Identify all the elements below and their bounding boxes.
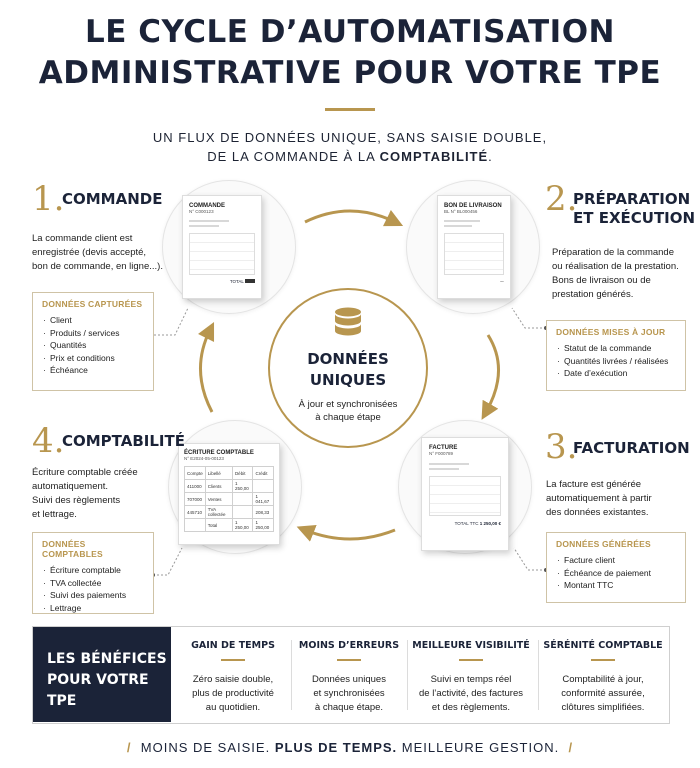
delivery-note-document: BON DE LIVRAISON BL N° BL000456 ~ (437, 195, 511, 299)
step-1-description: La commande client est enregistrée (devis accepté, bon de commande, en ligne...). (32, 233, 163, 272)
step-3-title: FACTURATION (573, 439, 690, 457)
step-3-data-box: DONNÉES GÉNÉRÉES · Facture client · Échéance de paiement · Montant TTC (546, 532, 686, 603)
step-2-data-box: DONNÉES MISES À JOUR · Statut de la commande · Quantités livrées / réalisées · Date d’exécution (546, 320, 686, 391)
arrow-4-to-1 (200, 330, 212, 412)
accounting-table: Compte Libellé Débit Crédit 411000 Clients 1 250,00 707000 Ventes 1 041,67 445710 TVA collectée 208,33 Total 1 250,00 1 250,00 (184, 466, 274, 532)
step-4-data-box: DONNÉES COMPTABLES · Écriture comptable · TVA collectée · Suivi des paiements · Lettrage (32, 532, 154, 614)
step-2-number: 2. (545, 179, 578, 219)
tagline: / MOINS DE SAISIE. PLUS DE TEMPS. MEILLEURE GESTION. / (126, 740, 574, 755)
step-4-number: 4. (32, 421, 65, 461)
step-2-description: Préparation de la commande ou réalisation de la prestation. Bons de livraison ou de prestation générés. (552, 247, 679, 300)
step-1-data-box: DONNÉES CAPTURÉES · Client · Produits / services · Quantités · Prix et conditions · Échéance (32, 292, 154, 391)
benefit-better-visibility: MEILLEURE VISIBILITÉ Suivi en temps réel de l’activité, des factures et des règlements. (412, 640, 530, 713)
center-sub-line-1: À jour et synchronisées (298, 399, 398, 410)
arrow-2-to-3 (486, 335, 499, 412)
page-title-line-1: LE CYCLE D’AUTOMATISATION (84, 14, 615, 50)
center-sub-line-2: à chaque étape (315, 412, 381, 423)
center-label-line-1: DONNÉES (307, 350, 389, 368)
step-4-title: COMPTABILITÉ (62, 432, 185, 450)
subtitle-line-1: UN FLUX DE DONNÉES UNIQUE, SANS SAISIE DOUBLE, (152, 130, 548, 145)
step-1-number: 1. (32, 179, 65, 219)
accounting-entry-document: ÉCRITURE COMPTABLE N° E2024-05-00123 Compte Libellé Débit Crédit 411000 Clients 1 250,00 707000 Ventes 1 041,67 445710 TVA collectée 208,33 Total 1 250,00 1 250,00 (178, 443, 280, 545)
page-title-line-2: ADMINISTRATIVE POUR VOTRE TPE (38, 55, 662, 91)
step-4-description: Écriture comptable créée automatiquement. Suivi des règlements et lettrage. (32, 467, 138, 520)
center-label-line-2: UNIQUES (309, 371, 387, 389)
step-2-title-line-2: ET EXÉCUTION (573, 209, 696, 227)
subtitle-line-2: DE LA COMMANDE À LA COMPTABILITÉ. (207, 149, 493, 164)
arrow-3-to-4 (305, 530, 395, 539)
benefit-fewer-errors: MOINS D’ERREURS Données uniques et synchronisées à chaque étape. (298, 640, 400, 713)
invoice-document: FACTURE N° F000789 TOTAL TTC 1 250,00 € (421, 437, 509, 551)
benefit-time-saving: GAIN DE TEMPS Zéro saisie double, plus de productivité au quotidien. (191, 640, 275, 713)
step-3-description: La facture est générée automatiquement à partir des données existantes. (546, 479, 652, 518)
step-2-title-line-1: PRÉPARATION (573, 190, 691, 208)
database-icon (333, 307, 363, 341)
benefit-accounting-serenity: SÉRÉNITÉ COMPTABLE Comptabilité à jour, conformité assurée, clôtures simplifiées. (543, 640, 663, 713)
step-3-number: 3. (545, 427, 578, 467)
step-1-title: COMMANDE (62, 190, 163, 208)
benefits-heading: LES BÉNÉFICES POUR VOTRE TPE (33, 627, 171, 722)
order-document: COMMANDE N° C000123 TOTAL (182, 195, 262, 299)
arrow-1-to-2 (305, 211, 395, 222)
